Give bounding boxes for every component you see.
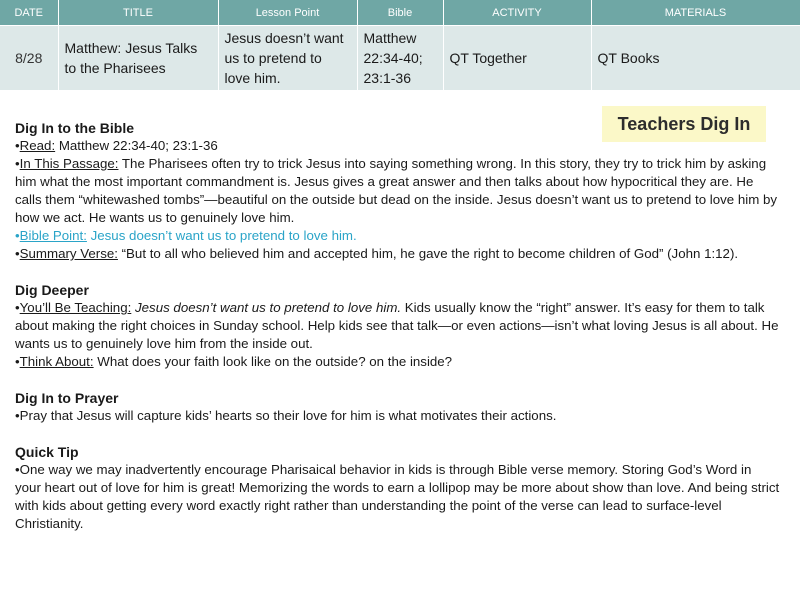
cell-activity: QT Together [443, 26, 591, 91]
read-label: Read: [19, 138, 56, 153]
bullet: • [15, 228, 20, 243]
summary-verse-text: “But to all who believed him and accepted him, he gave the right to become children of God” (John 1:12). [117, 246, 739, 261]
bullet: • [15, 300, 20, 315]
header-date: DATE [0, 0, 58, 26]
prayer-text: Pray that Jesus will capture kids’ hearts so their love for him is what motivates their actions. [19, 408, 557, 423]
teaching-line [15, 299, 780, 353]
think-about-line [15, 353, 780, 371]
bullet: • [15, 246, 20, 261]
bullet: • [15, 354, 20, 369]
quick-tip-heading: Quick Tip [15, 444, 79, 460]
passage-label: In This Passage: [19, 156, 119, 171]
passage-text: The Pharisees often try to trick Jesus into saying something wrong. In this story, they try to trick him by asking him what the most important commandment is. Jesus gives a great answer and then talks about how hypocritical they are. He calls them “whitewashed tombs”—beautiful on the outside but dead on the inside. Jesus doesn’t want us to pretend to love him by how we act. He wants us to genuinely love him. [15, 156, 778, 225]
bible-point-line [15, 227, 780, 245]
think-about-label: Think About: [19, 354, 94, 369]
bible-point-label: Bible Point: [19, 228, 87, 243]
cell-materials: QT Books [591, 26, 800, 91]
header-activity: ACTIVITY [443, 0, 591, 26]
passage-line [15, 155, 780, 227]
summary-verse-line [15, 245, 780, 263]
summary-verse-label: Summary Verse: [19, 246, 118, 261]
table-row [0, 26, 800, 91]
read-line [15, 137, 780, 155]
header-bible: Bible [357, 0, 443, 26]
header-title: TITLE [58, 0, 218, 26]
lesson-content [15, 119, 780, 533]
cell-title: Matthew: Jesus Talks to the Pharisees [58, 26, 218, 91]
cell-lesson-point: Jesus doesn’t want us to pretend to love him. [218, 26, 357, 91]
header-lesson-point: Lesson Point [218, 0, 357, 26]
cell-date: 8/28 [0, 26, 58, 91]
dig-deeper-heading: Dig Deeper [15, 282, 89, 298]
table-header-row [0, 0, 800, 26]
quick-tip-line [15, 461, 780, 533]
cell-bible: Matthew 22:34-40; 23:1-36 [357, 26, 443, 91]
teaching-italic: Jesus doesn’t want us to pretend to love him. [135, 300, 402, 315]
prayer-heading: Dig In to Prayer [15, 390, 119, 406]
think-about-text: What does your faith look like on the outside? on the inside? [93, 354, 453, 369]
bullet: • [15, 156, 20, 171]
teachers-dig-in-badge: Teachers Dig In [602, 106, 766, 142]
lesson-table [0, 0, 800, 90]
teaching-label: You’ll Be Teaching: [19, 300, 132, 315]
dig-in-heading: Dig In to the Bible [15, 120, 134, 136]
bullet: • [15, 408, 20, 423]
header-materials: MATERIALS [591, 0, 800, 26]
read-text: Matthew 22:34-40; 23:1-36 [55, 138, 218, 153]
prayer-line [15, 407, 780, 425]
quick-tip-text: One way we may inadvertently encourage Pharisaical behavior in kids is through Bible verse memory. Storing God’s Word in your heart out of love for him is great! Memorizing the words to earn a lollipop may be more about show than love. And being strict with kids about getting every word exactly right rather than understanding the point of the verse can lead to surface-level Christianity. [15, 462, 780, 531]
teaching-text: Kids usually know the “right” answer. It’s easy for them to talk about making the right choices in Sunday school. Help kids see that talk—or even actions—isn’t what loving Jesus is all about. He wants us to genuinely love him from the inside out. [15, 300, 779, 351]
bullet: • [15, 138, 20, 153]
bullet: • [15, 462, 20, 477]
bible-point-text: Jesus doesn’t want us to pretend to love him. [86, 228, 357, 243]
